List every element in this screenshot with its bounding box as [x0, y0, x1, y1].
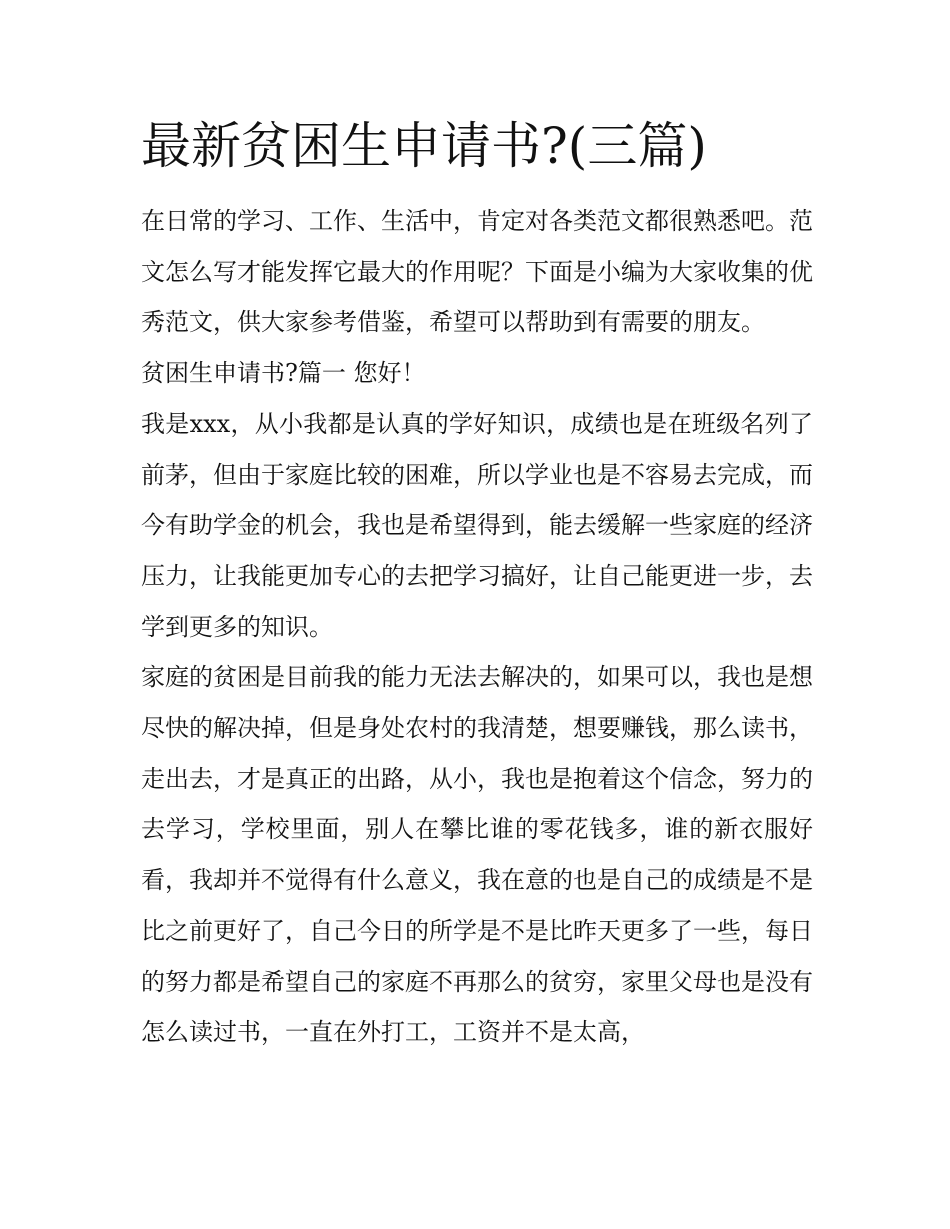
document-title: 最新贫困生申请书?(三篇)	[141, 117, 707, 175]
section-heading-paragraph: 贫困生申请书?篇一 您好！	[141, 359, 426, 388]
intro-paragraph: 在日常的学习、工作、生活中，肯定对各类范文都很熟悉吧。范文怎么写才能发挥它最大的作用呢？下面是小编为大家收集的优秀范文，供大家参考借鉴，希望可以帮助到有需要的朋友。	[141, 207, 813, 337]
body-paragraph-2: 家庭的贫困是目前我的能力无法去解决的，如果可以，我也是想尽快的解决掉，但是身处农村的我清楚，想要赚钱，那么读书，走出去，才是真正的出路，从小，我也是抱着这个信念，努力的去学习，学校里面，别人在攀比谁的零花钱多，谁的新衣服好看，我却并不觉得有什么意义，我在意的也是自己的成绩是不是比之前更好了，自己今日的所学是不是比昨天更多了一些，每日的努力都是希望自己的家庭不再那么的贫穷，家里父母也是没有怎么读过书，一直在外打工，工资并不是太高，	[141, 663, 813, 1047]
document-body	[141, 196, 813, 1058]
body-paragraph-1: 我是xxx，从小我都是认真的学好知识，成绩也是在班级名列了前茅，但由于家庭比较的困难，所以学业也是不容易去完成，而今有助学金的机会，我也是希望得到，能去缓解一些家庭的经济压力，让我能更加专心的去把学习搞好，让自己能更进一步，去学到更多的知识。	[141, 409, 813, 641]
